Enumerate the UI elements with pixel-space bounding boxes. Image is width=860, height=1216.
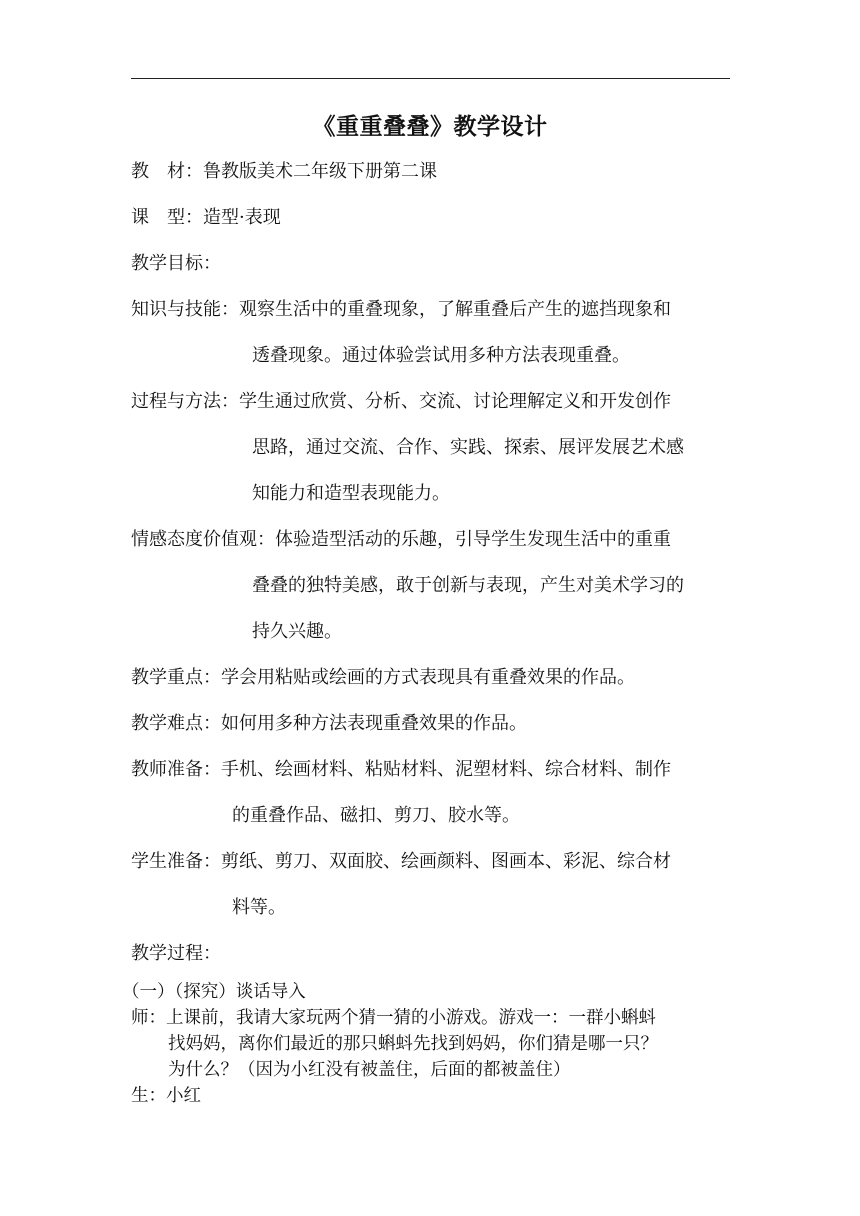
- emotion-values-line-3: 持久兴趣。: [252, 621, 342, 642]
- process-methods-line-1: 过程与方法：学生通过欣赏、分析、交流、讨论理解定义和开发创作: [131, 391, 671, 412]
- student-reply-line: 生：小红: [131, 1086, 201, 1106]
- document-title: 《重重叠叠》教学设计: [312, 113, 548, 140]
- teacher-speech-line-2: 找妈妈，离你们最近的那只蝌蚪先找到妈妈，你们猜是哪一只？: [168, 1034, 658, 1054]
- student-prep-line-2: 料等。: [232, 897, 286, 918]
- difficulty-line: 教学难点：如何用多种方法表现重叠效果的作品。: [131, 713, 527, 734]
- process-methods-line-2: 思路，通过交流、合作、实践、探索、展评发展艺术感: [252, 437, 684, 458]
- process-heading: 教学过程：: [131, 943, 221, 964]
- student-prep-line-1: 学生准备：剪纸、剪刀、双面胶、绘画颜料、图画本、彩泥、综合材: [131, 851, 671, 872]
- teacher-speech-line-3: 为什么？（因为小红没有被盖住，后面的都被盖住）: [168, 1060, 571, 1080]
- teacher-prep-line-1: 教师准备：手机、绘画材料、粘贴材料、泥塑材料、综合材料、制作: [131, 759, 671, 780]
- section-1-heading: （一）（探究）谈话导入: [122, 982, 306, 1002]
- material-line: 教 材：鲁教版美术二年级下册第二课: [131, 161, 437, 182]
- knowledge-skills-line-1: 知识与技能：观察生活中的重叠现象，了解重叠后产生的遮挡现象和: [131, 299, 671, 320]
- teacher-speech-line-1: 师：上课前，我请大家玩两个猜一猜的小游戏。游戏一：一群小蝌蚪: [131, 1008, 656, 1028]
- teacher-prep-line-2: 的重叠作品、磁扣、剪刀、胶水等。: [232, 805, 520, 826]
- emotion-values-line-2: 叠叠的独特美感，敢于创新与表现，产生对美术学习的: [252, 575, 684, 596]
- process-methods-line-3: 知能力和造型表现能力。: [252, 483, 450, 504]
- key-point-line: 教学重点：学会用粘贴或绘画的方式表现具有重叠效果的作品。: [131, 667, 635, 688]
- emotion-values-line-1: 情感态度价值观：体验造型活动的乐趣，引导学生发现生活中的重重: [131, 529, 671, 550]
- knowledge-skills-line-2: 透叠现象。通过体验尝试用多种方法表现重叠。: [252, 345, 630, 366]
- header-rule: [131, 78, 730, 79]
- lesson-type-line: 课 型：造型·表现: [131, 207, 281, 228]
- objectives-heading: 教学目标：: [131, 253, 221, 274]
